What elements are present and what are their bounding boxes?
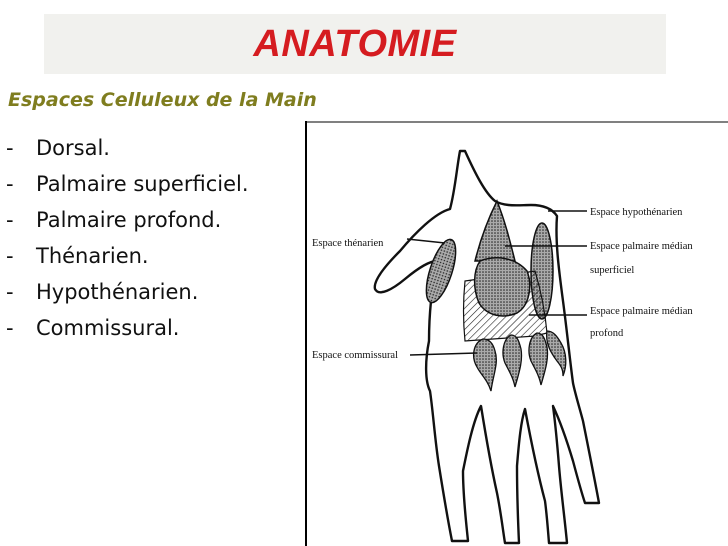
list-item: [6, 314, 249, 350]
hand-diagram-svg: [305, 121, 728, 546]
central-palmar-space: [475, 258, 530, 316]
bullet-dash: -: [6, 280, 14, 304]
label-commissural: Espace commissural: [312, 350, 399, 361]
label-hypothenar: Espace hypothénarien: [590, 207, 683, 218]
list-item: [6, 170, 249, 206]
bullet-dash: -: [6, 172, 14, 196]
page-title: ANATOMIE: [253, 22, 457, 65]
list-item: [6, 206, 249, 242]
subtitle: Espaces Celluleux de la Main: [8, 89, 317, 111]
list-item-text: Hypothénarien.: [36, 280, 199, 304]
list-item-text: Dorsal.: [36, 136, 110, 160]
hand-diagram: [305, 121, 728, 546]
bullet-dash: -: [6, 208, 14, 232]
title-bar: [44, 14, 666, 74]
list-item-text: Palmaire profond.: [36, 208, 222, 232]
list-item-text: Palmaire superficiel.: [36, 172, 249, 196]
label-palmar-deep-line1: Espace palmaire médian: [590, 306, 693, 317]
label-palmar-superficial-line2: superficiel: [590, 265, 635, 276]
list-item: [6, 242, 249, 278]
list-item-text: Thénarien.: [36, 244, 149, 268]
bullet-list: [6, 134, 249, 350]
bullet-dash: -: [6, 136, 14, 160]
label-palmar-deep-line2: profond: [590, 328, 624, 339]
label-thenar: Espace thénarien: [312, 238, 384, 249]
list-item-text: Commissural.: [36, 316, 180, 340]
list-item: [6, 278, 249, 314]
list-item: [6, 134, 249, 170]
bullet-dash: -: [6, 316, 14, 340]
bullet-dash: -: [6, 244, 14, 268]
label-palmar-superficial-line1: Espace palmaire médian: [590, 241, 693, 252]
